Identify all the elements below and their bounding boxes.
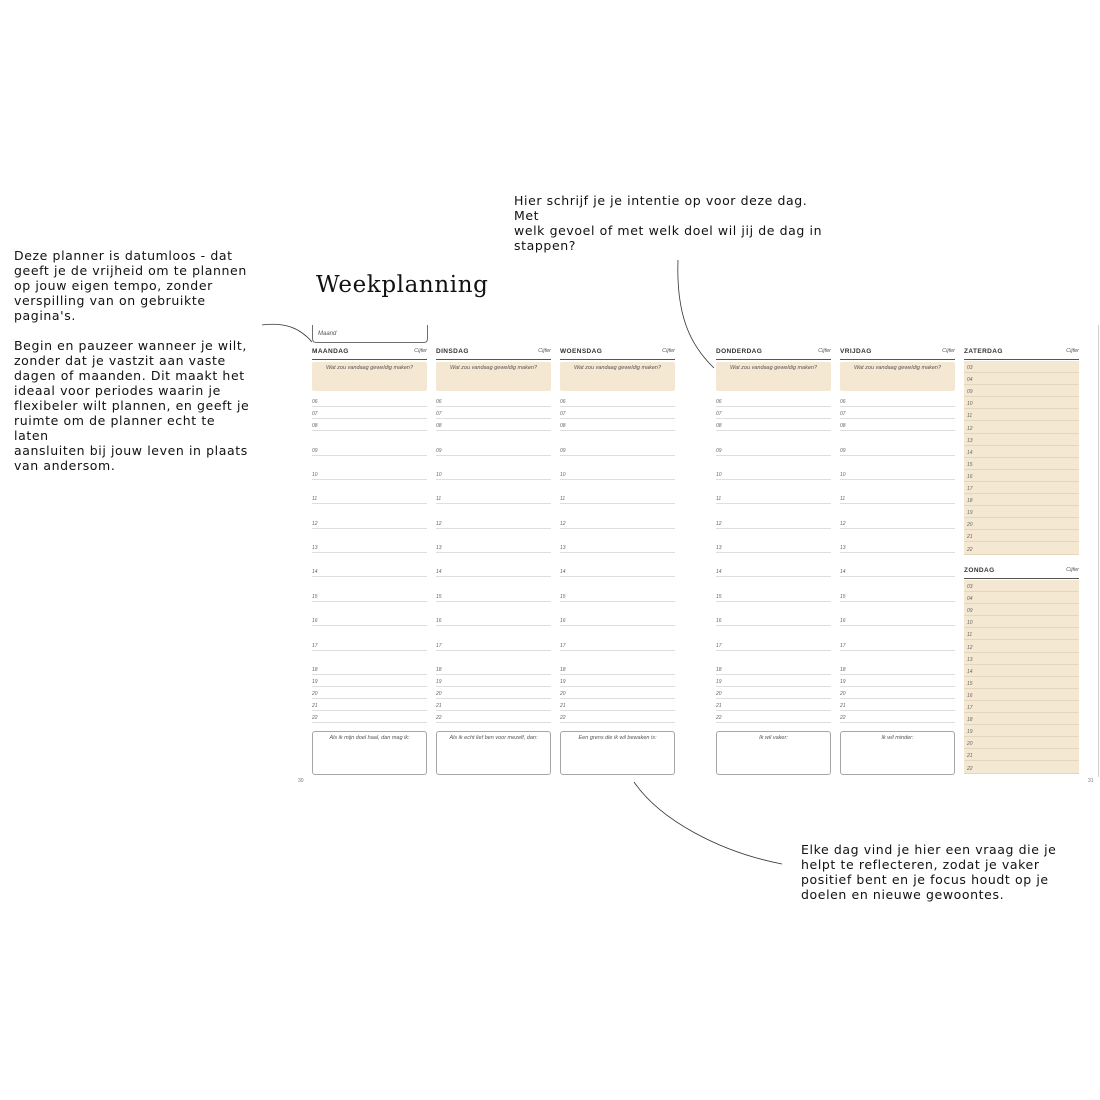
rating-label: Cijfer (1066, 567, 1079, 573)
hour-label: 13 (312, 545, 318, 551)
hour-label: 04 (967, 596, 973, 603)
hour-label: 13 (840, 545, 846, 551)
hour-line[interactable] (436, 700, 551, 711)
hour-line[interactable] (560, 518, 675, 529)
hour-line[interactable] (840, 566, 955, 577)
hour-label: 21 (312, 703, 318, 709)
hour-line[interactable] (436, 420, 551, 431)
rating-label: Cijfer (818, 348, 831, 354)
hour-label: 19 (967, 729, 973, 736)
annotation-reflectie: Elke dag vind je hier een vraag die je helpt te reflecteren, zodat je vaker positief bent en je focus houdt op je doelen en nieuwe gewoontes. (801, 842, 1057, 902)
hour-line[interactable] (716, 688, 831, 699)
hour-line[interactable] (560, 676, 675, 687)
hour-line[interactable] (560, 566, 675, 577)
hour-line[interactable] (560, 700, 675, 711)
hour-label: 16 (560, 618, 566, 624)
hour-label: 18 (312, 667, 318, 673)
hour-label: 10 (436, 472, 442, 478)
hour-label: 11 (967, 413, 973, 420)
hour-label: 09 (967, 389, 973, 396)
hour-label: 14 (436, 569, 442, 575)
hour-label: 07 (840, 411, 846, 417)
hour-label: 15 (967, 461, 973, 468)
hour-line[interactable] (312, 469, 427, 480)
reflection-box[interactable] (560, 731, 675, 775)
hour-line[interactable] (840, 700, 955, 711)
hour-label: 06 (436, 399, 442, 405)
hour-label: 17 (967, 486, 973, 492)
hour-label: 17 (716, 643, 722, 649)
hour-line[interactable] (436, 445, 551, 456)
day-header (560, 347, 675, 360)
hour-line[interactable] (964, 689, 1079, 701)
hour-label: 12 (312, 521, 318, 527)
hour-line[interactable] (840, 712, 955, 723)
annotation-intentie: Hier schrijf je je intentie op voor deze dag. Met welk gevoel of met welk doel wil jij de dag in stappen? (514, 193, 823, 253)
hour-label: 14 (716, 569, 722, 575)
reflection-box[interactable] (716, 731, 831, 775)
hour-line[interactable] (312, 712, 427, 723)
hour-line[interactable] (312, 445, 427, 456)
hour-label: 21 (967, 753, 973, 760)
hour-label: 22 (967, 546, 973, 553)
hour-line[interactable] (312, 700, 427, 711)
hour-label: 09 (716, 448, 722, 454)
hour-label: 07 (312, 411, 318, 417)
hour-label: 11 (560, 496, 566, 502)
hour-label: 03 (967, 584, 973, 590)
hour-line[interactable] (436, 664, 551, 675)
hour-label: 08 (312, 423, 318, 429)
hour-line[interactable] (436, 615, 551, 626)
hour-label: 15 (560, 594, 566, 600)
hour-line[interactable] (312, 676, 427, 687)
intention-prompt: Wat zou vandaag geweldig maken? (325, 365, 414, 371)
weekend-panel[interactable] (964, 580, 1079, 774)
hour-label: 21 (560, 703, 566, 709)
hour-line[interactable] (312, 664, 427, 675)
hour-line[interactable] (964, 434, 1079, 446)
hour-line[interactable] (840, 408, 955, 419)
connector-top (678, 260, 714, 368)
hour-label: 11 (716, 496, 722, 502)
hour-line[interactable] (716, 676, 831, 687)
hour-label: 20 (716, 691, 722, 697)
hour-label: 13 (967, 437, 973, 444)
day-header (312, 347, 427, 360)
hour-line[interactable] (964, 458, 1079, 470)
hour-label: 07 (436, 411, 442, 417)
reflection-prompt: Ik wil minder: (881, 735, 914, 741)
hour-line[interactable] (840, 591, 955, 602)
hour-label: 09 (840, 448, 846, 454)
hour-label: 10 (312, 472, 318, 478)
day-name: DONDERDAG (716, 348, 763, 355)
hour-line[interactable] (436, 676, 551, 687)
reflection-box[interactable] (312, 731, 427, 775)
day-header (716, 347, 831, 360)
hour-line[interactable] (560, 664, 675, 675)
hour-line[interactable] (964, 446, 1079, 458)
hour-label: 20 (436, 691, 442, 697)
hour-label: 09 (560, 448, 566, 454)
hour-label: 08 (840, 423, 846, 429)
hour-label: 14 (312, 569, 318, 575)
hour-line[interactable] (436, 640, 551, 651)
weekend-panel[interactable] (964, 361, 1079, 555)
hour-line[interactable] (840, 396, 955, 407)
hour-line[interactable] (964, 641, 1079, 653)
hour-line[interactable] (964, 422, 1079, 434)
intention-prompt: Wat zou vandaag geweldig maken? (449, 365, 538, 371)
hour-label: 12 (967, 425, 973, 432)
hour-line[interactable] (716, 469, 831, 480)
hour-label: 11 (967, 632, 973, 639)
hour-label: 21 (840, 703, 846, 709)
connector-bottom (634, 782, 782, 864)
hour-label: 21 (716, 703, 722, 709)
hour-line[interactable] (840, 445, 955, 456)
hour-label: 14 (840, 569, 846, 575)
hour-line[interactable] (840, 469, 955, 480)
hour-label: 12 (967, 644, 973, 651)
hour-label: 19 (840, 679, 846, 685)
hour-line[interactable] (716, 542, 831, 553)
hour-label: 10 (967, 401, 973, 408)
day-header (964, 566, 1079, 579)
hour-label: 19 (560, 679, 566, 685)
intention-box[interactable] (716, 362, 831, 391)
hour-line[interactable] (716, 396, 831, 407)
hour-line[interactable] (964, 665, 1079, 677)
hour-line[interactable] (560, 420, 675, 431)
hour-line[interactable] (312, 396, 427, 407)
hour-label: 06 (716, 399, 722, 405)
hour-label: 15 (312, 594, 318, 600)
hour-label: 16 (716, 618, 722, 624)
hour-label: 17 (840, 643, 846, 649)
hour-label: 14 (967, 668, 973, 675)
hour-line[interactable] (964, 494, 1079, 506)
reflection-prompt: Een grens die ik wil bewaken is: (578, 735, 657, 741)
hour-line[interactable] (964, 482, 1079, 494)
intention-box[interactable] (560, 362, 675, 391)
hour-label: 08 (560, 423, 566, 429)
day-name: ZONDAG (964, 567, 995, 574)
hour-line[interactable] (964, 604, 1079, 616)
hour-line[interactable] (964, 653, 1079, 665)
reflection-box[interactable] (840, 731, 955, 775)
hour-line[interactable] (840, 676, 955, 687)
month-field[interactable] (312, 325, 428, 343)
hour-label: 18 (436, 667, 442, 673)
hour-label: 22 (840, 715, 846, 721)
hour-label: 09 (436, 448, 442, 454)
day-column-dinsdag (436, 347, 551, 777)
hour-label: 12 (436, 521, 442, 527)
hour-label: 08 (716, 423, 722, 429)
rating-label: Cijfer (1066, 348, 1079, 354)
hour-line[interactable] (840, 493, 955, 504)
hour-line[interactable] (840, 664, 955, 675)
hour-line[interactable] (436, 712, 551, 723)
day-column-vrijdag (840, 347, 955, 777)
hour-label: 16 (840, 618, 846, 624)
hour-label: 22 (716, 715, 722, 721)
hour-line[interactable] (716, 615, 831, 626)
hour-label: 07 (716, 411, 722, 417)
hour-line[interactable] (964, 530, 1079, 542)
hour-line[interactable] (716, 591, 831, 602)
hour-line[interactable] (964, 701, 1079, 713)
hour-label: 20 (312, 691, 318, 697)
hour-label: 03 (967, 365, 973, 371)
reflection-box[interactable] (436, 731, 551, 775)
hour-line[interactable] (436, 469, 551, 480)
rating-label: Cijfer (942, 348, 955, 354)
hour-label: 20 (560, 691, 566, 697)
hour-label: 10 (716, 472, 722, 478)
hour-label: 15 (840, 594, 846, 600)
hour-label: 12 (560, 521, 566, 527)
hour-line[interactable] (716, 664, 831, 675)
hour-line[interactable] (436, 493, 551, 504)
hour-label: 04 (967, 377, 973, 384)
hour-label: 16 (436, 618, 442, 624)
hour-line[interactable] (840, 615, 955, 626)
hour-line[interactable] (964, 518, 1079, 530)
hour-label: 18 (967, 717, 973, 724)
hour-line[interactable] (436, 591, 551, 602)
hour-label: 06 (840, 399, 846, 405)
hour-label: 20 (967, 741, 973, 748)
hour-line[interactable] (312, 542, 427, 553)
hour-line[interactable] (436, 688, 551, 699)
hour-label: 19 (967, 510, 973, 517)
day-column-maandag (312, 347, 427, 777)
hour-line[interactable] (436, 408, 551, 419)
hour-label: 10 (840, 472, 846, 478)
hour-line[interactable] (964, 385, 1079, 397)
hour-label: 11 (436, 496, 442, 502)
page-number-right: 31 (1088, 778, 1094, 784)
hour-line[interactable] (560, 712, 675, 723)
hour-label: 16 (967, 692, 973, 699)
hour-label: 20 (967, 522, 973, 529)
hour-label: 07 (560, 411, 566, 417)
hour-label: 17 (560, 643, 566, 649)
hour-line[interactable] (716, 700, 831, 711)
hour-line[interactable] (716, 420, 831, 431)
hour-label: 13 (436, 545, 442, 551)
hour-label: 19 (436, 679, 442, 685)
day-name: MAANDAG (312, 348, 349, 355)
hour-line[interactable] (560, 591, 675, 602)
hour-label: 11 (312, 496, 318, 502)
intention-prompt: Wat zou vandaag geweldig maken? (729, 365, 818, 371)
page-edge (1098, 325, 1099, 777)
hour-line[interactable] (716, 640, 831, 651)
hour-label: 11 (840, 496, 846, 502)
hour-line[interactable] (964, 373, 1079, 385)
intention-prompt: Wat zou vandaag geweldig maken? (853, 365, 942, 371)
hour-line[interactable] (716, 712, 831, 723)
page-number-left: 30 (298, 778, 304, 784)
hour-label: 10 (967, 620, 973, 627)
day-header (840, 347, 955, 360)
hour-line[interactable] (312, 640, 427, 651)
hour-line[interactable] (840, 640, 955, 651)
hour-line[interactable] (560, 469, 675, 480)
hour-label: 09 (312, 448, 318, 454)
hour-label: 17 (312, 643, 318, 649)
hour-label: 17 (436, 643, 442, 649)
hour-line[interactable] (716, 493, 831, 504)
hour-label: 13 (967, 656, 973, 663)
day-header (964, 347, 1079, 360)
hour-line[interactable] (716, 445, 831, 456)
hour-line[interactable] (560, 688, 675, 699)
hour-label: 17 (967, 705, 973, 711)
intention-prompt: Wat zou vandaag geweldig maken? (573, 365, 662, 371)
hour-line[interactable] (560, 542, 675, 553)
hour-line[interactable] (312, 408, 427, 419)
hour-label: 06 (312, 399, 318, 405)
hour-line[interactable] (964, 749, 1079, 761)
hour-line[interactable] (560, 615, 675, 626)
hour-line[interactable] (312, 688, 427, 699)
hour-label: 22 (560, 715, 566, 721)
day-column-zondag (964, 566, 1079, 778)
day-name: DINSDAG (436, 348, 469, 355)
hour-line[interactable] (840, 688, 955, 699)
hour-label: 20 (840, 691, 846, 697)
hour-label: 22 (436, 715, 442, 721)
hour-line[interactable] (964, 506, 1079, 518)
hour-line[interactable] (560, 640, 675, 651)
day-column-woensdag (560, 347, 675, 777)
hour-line[interactable] (716, 518, 831, 529)
hour-line[interactable] (964, 677, 1079, 689)
hour-line[interactable] (964, 470, 1079, 482)
connector-left (262, 324, 312, 342)
intention-box[interactable] (840, 362, 955, 391)
reflection-prompt: Ik wil vaker: (759, 735, 788, 741)
hour-line[interactable] (560, 396, 675, 407)
hour-line[interactable] (312, 420, 427, 431)
hour-line[interactable] (436, 566, 551, 577)
hour-line[interactable] (964, 713, 1079, 725)
hour-label: 06 (560, 399, 566, 405)
hour-line[interactable] (964, 409, 1079, 421)
hour-line[interactable] (964, 592, 1079, 604)
hour-line[interactable] (716, 408, 831, 419)
hour-label: 18 (840, 667, 846, 673)
annotation-datumloos: Deze planner is datumloos - dat geeft je de vrijheid om te plannen op jouw eigen tempo, zonder verspilling van on gebruikte pagina's. (14, 248, 247, 323)
hour-line[interactable] (312, 566, 427, 577)
hour-label: 12 (840, 521, 846, 527)
hour-line[interactable] (716, 566, 831, 577)
intention-box[interactable] (312, 362, 427, 391)
hour-line[interactable] (560, 408, 675, 419)
rating-label: Cijfer (662, 348, 675, 354)
day-name: WOENSDAG (560, 348, 603, 355)
rating-label: Cijfer (538, 348, 551, 354)
hour-label: 16 (312, 618, 318, 624)
hour-line[interactable] (312, 591, 427, 602)
hour-label: 21 (967, 534, 973, 541)
hour-label: 19 (312, 679, 318, 685)
hour-label: 13 (716, 545, 722, 551)
hour-line[interactable] (436, 542, 551, 553)
hour-label: 21 (436, 703, 442, 709)
day-name: ZATERDAG (964, 348, 1003, 355)
hour-label: 18 (716, 667, 722, 673)
hour-line[interactable] (964, 616, 1079, 628)
hour-label: 16 (967, 473, 973, 480)
hour-line[interactable] (436, 396, 551, 407)
hour-line[interactable] (560, 445, 675, 456)
hour-label: 22 (967, 765, 973, 772)
hour-label: 14 (560, 569, 566, 575)
hour-line[interactable] (964, 762, 1079, 774)
day-name: VRIJDAG (840, 348, 872, 355)
hour-label: 15 (967, 680, 973, 687)
day-column-zaterdag (964, 347, 1079, 559)
hour-line[interactable] (840, 518, 955, 529)
hour-label: 10 (560, 472, 566, 478)
hour-line[interactable] (436, 518, 551, 529)
page-title: Weekplanning (316, 272, 489, 298)
hour-label: 18 (967, 498, 973, 505)
annotation-flexibel: Begin en pauzeer wanneer je wilt, zonder dat je vastzit aan vaste dagen of maanden. Dit maakt het ideaal voor periodes waarin je flexibeler wilt plannen, en geeft je ruimte om de planner echt te laten aansluiten bij jouw leven in plaats van andersom. (14, 338, 250, 473)
hour-label: 18 (560, 667, 566, 673)
hour-line[interactable] (964, 397, 1079, 409)
hour-line[interactable] (312, 518, 427, 529)
hour-line[interactable] (312, 615, 427, 626)
reflection-prompt: Als ik echt lief ben voor mezelf, dan: (449, 735, 538, 741)
hour-label: 19 (716, 679, 722, 685)
hour-line[interactable] (964, 361, 1079, 373)
hour-line[interactable] (840, 420, 955, 431)
day-header (436, 347, 551, 360)
hour-label: 13 (560, 545, 566, 551)
hour-label: 22 (312, 715, 318, 721)
hour-line[interactable] (964, 580, 1079, 592)
hour-line[interactable] (964, 737, 1079, 749)
hour-line[interactable] (964, 725, 1079, 737)
rating-label: Cijfer (414, 348, 427, 354)
hour-line[interactable] (840, 542, 955, 553)
hour-label: 15 (436, 594, 442, 600)
hour-label: 08 (436, 423, 442, 429)
hour-line[interactable] (312, 493, 427, 504)
hour-label: 14 (967, 449, 973, 456)
intention-box[interactable] (436, 362, 551, 391)
hour-label: 15 (716, 594, 722, 600)
hour-line[interactable] (964, 543, 1079, 555)
hour-label: 09 (967, 608, 973, 615)
hour-line[interactable] (560, 493, 675, 504)
hour-label: 12 (716, 521, 722, 527)
reflection-prompt: Als ik mijn doel haal, dan mag ik: (329, 735, 410, 741)
month-label: Maand (318, 331, 337, 337)
hour-line[interactable] (964, 628, 1079, 640)
day-column-donderdag (716, 347, 831, 777)
